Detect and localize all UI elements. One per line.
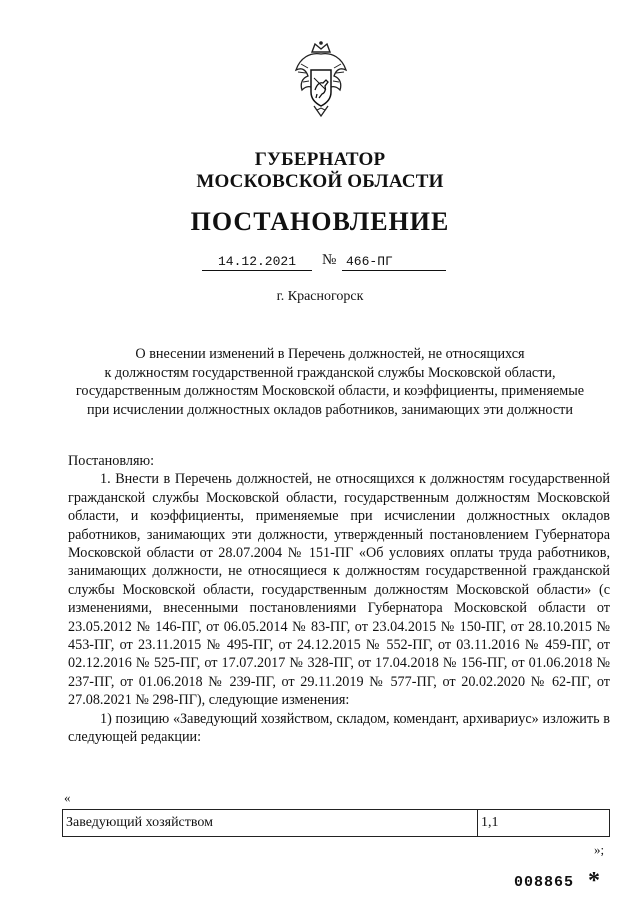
decree-date: 14.12.2021 (202, 254, 312, 271)
positions-table (62, 809, 610, 837)
subject-line: при исчислении должностных окладов работников, занимающих эти должности (87, 401, 573, 418)
table-row (63, 810, 610, 837)
quote-open: « (64, 790, 71, 805)
document-type-title: ПОСТАНОВЛЕНИЕ (190, 207, 450, 236)
decree-word: Постановляю: (68, 453, 155, 469)
authority-line1: ГУБЕРНАТОР (254, 149, 386, 170)
decree-body (68, 452, 610, 747)
serial-number: 008865 (514, 874, 575, 891)
quote-close: »; (594, 842, 605, 857)
authority-line2: МОСКОВСКОЙ ОБЛАСТИ (196, 171, 444, 192)
item-1: 1) позицию «Заведующий хозяйством, складом, комендант, архивариус» изложить в следующей редакции: (68, 710, 610, 746)
subject-line: О внесении изменений в Перечень должностей, не относящихся (135, 346, 525, 362)
decree-number: 466-ПГ (342, 254, 446, 271)
subject-line: к должностям государственной гражданской службы Московской области, (104, 364, 556, 381)
decree-subject (70, 345, 590, 419)
number-label: № (322, 252, 337, 268)
coat-of-arms-icon (292, 40, 350, 120)
star-mark: * (588, 868, 600, 894)
subject-line: государственным должностям Московской области, и коэффициенты, применяемые (75, 383, 585, 399)
coefficient-cell: 1,1 (478, 810, 610, 837)
position-cell: Заведующий хозяйством (63, 810, 478, 837)
city-line: г. Красногорск (276, 289, 364, 304)
paragraph-1: 1. Внести в Перечень должностей, не относящихся к должностям государственной гражданской службы Московской области, государственным должностям Московской области, и коэффициенты, применяемые при исчислении должностных окладов работников, занимающих эти должности, утвержденный постановлением Губернатора Московской области от 28.07.2004 № 151-ПГ «Об условиях оплаты труда работников, занимающих должности, не относящиеся к должностям государственной гражданской службы Московской области, государственным должностям Московской области» (с изменениями, внесенными постановлениями Губернатора Московской области от 23.05.2012 № 146-ПГ, от 06.05.2014 № 83-ПГ, от 23.04.2015 № 150-ПГ, от 28.10.2015 № 453-ПГ, от 23.11.2015 № 495-ПГ, от 24.12.2015 № 552-ПГ, от 03.11.2016 № 459-ПГ, от 02.12.2016 № 525-ПГ, от 17.07.2017 № 328-ПГ, от 17.04.2018 № 156-ПГ, от 01.06.2018 № 237-ПГ, от 01.06.2018 № 239-ПГ, от 29.11.2019 № 577-ПГ, от 20.02.2020 № 62-ПГ, от 27.08.2021 № 298-ПГ), следующие изменения: (68, 471, 610, 709)
